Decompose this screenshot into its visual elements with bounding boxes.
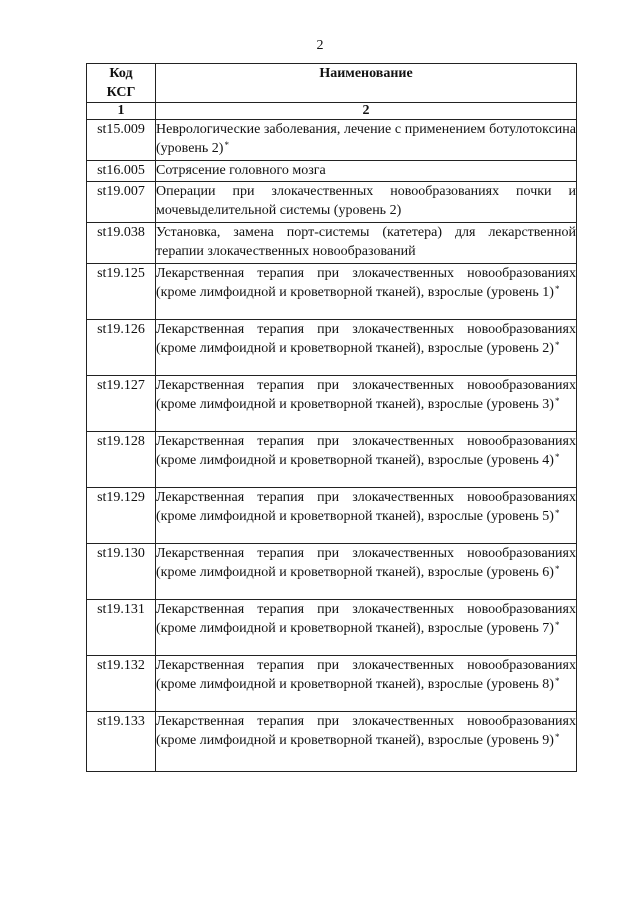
row-code: st19.038 <box>87 223 156 264</box>
row-name <box>156 264 577 320</box>
row-name-text: Сотрясение головного мозга <box>156 163 326 178</box>
row-name-text: Лекарственная терапия при злокачественных новообразованиях (кроме лимфоидной и кроветворной тканей), взрослые (уровень 9) <box>156 714 576 748</box>
page-number: 2 <box>316 38 324 53</box>
row-name-text: Неврологические заболевания, лечение с применением ботулотоксина (уровень 2) <box>156 122 576 156</box>
row-code: st19.127 <box>87 376 156 432</box>
table-row <box>87 432 577 488</box>
row-code: st19.007 <box>87 182 156 223</box>
column-number-row <box>87 103 577 120</box>
row-name <box>156 488 577 544</box>
row-name <box>156 432 577 488</box>
row-code: st19.130 <box>87 544 156 600</box>
row-code: st19.131 <box>87 600 156 656</box>
table-row <box>87 223 577 264</box>
row-name <box>156 712 577 772</box>
footnote-mark: * <box>554 564 560 574</box>
footnote-mark: * <box>554 620 560 630</box>
row-name <box>156 161 577 182</box>
table-row <box>87 161 577 182</box>
row-code: st19.129 <box>87 488 156 544</box>
row-name <box>156 656 577 712</box>
row-name <box>156 320 577 376</box>
row-code: st16.005 <box>87 161 156 182</box>
table-row <box>87 544 577 600</box>
table-row <box>87 120 577 161</box>
column-number-name: 2 <box>156 103 577 120</box>
footnote-mark: * <box>554 284 560 294</box>
footnote-mark: * <box>554 452 560 462</box>
row-name-text: Лекарственная терапия при злокачественных новообразованиях (кроме лимфоидной и кроветворной тканей), взрослые (уровень 6) <box>156 546 576 580</box>
row-name <box>156 223 577 264</box>
ksg-table <box>86 63 577 772</box>
table-row <box>87 656 577 712</box>
footnote-mark: * <box>554 340 560 350</box>
footnote-mark: * <box>554 396 560 406</box>
row-name <box>156 182 577 223</box>
column-header-code-line2: КСГ <box>106 85 136 100</box>
row-name <box>156 600 577 656</box>
column-header-name: Наименование <box>156 64 577 103</box>
footnote-mark: * <box>554 676 560 686</box>
column-number-code: 1 <box>87 103 156 120</box>
table-row <box>87 600 577 656</box>
row-name-text: Лекарственная терапия при злокачественных новообразованиях (кроме лимфоидной и кроветворной тканей), взрослые (уровень 8) <box>156 658 576 692</box>
row-name <box>156 544 577 600</box>
row-code: st19.133 <box>87 712 156 772</box>
footnote-mark: * <box>554 508 560 518</box>
column-header-code <box>87 64 156 103</box>
table-row <box>87 712 577 772</box>
row-name-text: Лекарственная терапия при злокачественных новообразованиях (кроме лимфоидной и кроветворной тканей), взрослые (уровень 5) <box>156 490 576 524</box>
row-name-text: Лекарственная терапия при злокачественных новообразованиях (кроме лимфоидной и кроветворной тканей), взрослые (уровень 4) <box>156 434 576 468</box>
table-row <box>87 488 577 544</box>
footnote-mark: * <box>224 140 229 150</box>
row-code: st19.125 <box>87 264 156 320</box>
table-row <box>87 264 577 320</box>
footnote-mark: * <box>554 732 560 742</box>
row-name-text: Установка, замена порт-системы (катетера) для лекарственной терапии злокачественных новообразований <box>156 225 576 259</box>
table-row <box>87 376 577 432</box>
row-code: st15.009 <box>87 120 156 161</box>
row-name-text: Операции при злокачественных новообразованиях почки и мочевыделительной системы (уровень 2) <box>156 184 576 218</box>
row-name <box>156 120 577 161</box>
row-name <box>156 376 577 432</box>
row-code: st19.128 <box>87 432 156 488</box>
row-code: st19.132 <box>87 656 156 712</box>
table-row <box>87 182 577 223</box>
row-name-text: Лекарственная терапия при злокачественных новообразованиях (кроме лимфоидной и кроветворной тканей), взрослые (уровень 3) <box>156 378 576 412</box>
table-row <box>87 320 577 376</box>
row-name-text: Лекарственная терапия при злокачественных новообразованиях (кроме лимфоидной и кроветворной тканей), взрослые (уровень 1) <box>156 266 576 300</box>
row-code: st19.126 <box>87 320 156 376</box>
table-header-row <box>87 64 577 103</box>
row-name-text: Лекарственная терапия при злокачественных новообразованиях (кроме лимфоидной и кроветворной тканей), взрослые (уровень 7) <box>156 602 576 636</box>
row-name-text: Лекарственная терапия при злокачественных новообразованиях (кроме лимфоидной и кроветворной тканей), взрослые (уровень 2) <box>156 322 576 356</box>
column-header-code-line1: Код <box>109 66 133 81</box>
